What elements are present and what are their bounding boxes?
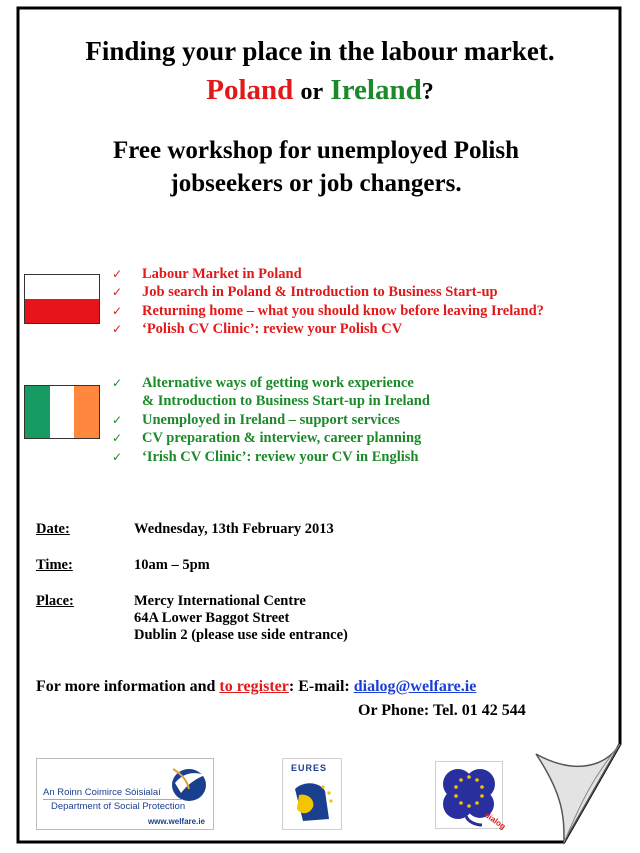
eures-label: EURES [291,763,328,773]
contact-line [36,678,476,696]
list-item: ✓ ‘Irish CV Clinic’: review your CV in English [112,448,419,465]
eures-emblem-icon [283,759,341,829]
ireland-topics-list [112,374,430,466]
date-value: Wednesday, 13th February 2013 [134,521,334,537]
place-line: 64A Lower Baggot Street [134,610,290,626]
subtitle-line2: jobseekers or job changers. [170,170,462,197]
date-label: Date: [36,521,70,537]
place-line: Dublin 2 (please use side entrance) [134,627,348,643]
headline-ireland: Ireland [330,74,422,106]
checkmark-icon: ✓ [112,267,123,281]
list-item: ✓ Labour Market in Poland [112,266,302,282]
headline-or: or [300,79,324,105]
list-item: ✓ Unemployed in Ireland – support services [112,411,400,428]
checkmark-icon: ✓ [112,285,123,300]
email-link[interactable]: dialog@welfare.ie [353,678,477,695]
ireland-flag-icon [24,385,100,439]
department-social-protection-logo [36,758,214,830]
email-label: : E-mail: [288,678,350,695]
place-row [36,593,348,643]
place-address [134,593,348,644]
poland-flag-icon [24,274,100,324]
flyer-page [16,6,624,846]
register-link[interactable]: to register [219,678,289,695]
headline-line1: Finding your place in the labour market. [85,36,555,66]
checkmark-icon: ✓ [112,303,123,318]
shamrock-stars-icon [436,762,508,832]
dialog-logo [435,761,508,832]
headline-line2 [16,74,624,107]
place-label: Place: [36,593,74,609]
checkmark-icon: ✓ [112,322,123,337]
dsp-irish-name: An Roinn Coimirce Sóisialaí [43,787,161,798]
list-item: ✓ Job search in Poland & Introduction to Business Start-up [112,284,498,301]
subtitle-line1: Free workshop for unemployed Polish [112,137,520,164]
dsp-english-name: Department of Social Protection [51,801,186,812]
phone-line: Or Phone: Tel. 01 42 544 [358,702,526,719]
headline-question-mark: ? [421,79,434,105]
list-item-continuation: & Introduction to Business Start-up in Ireland [142,393,430,410]
checkmark-icon: ✓ [112,412,123,427]
poland-topics-list [112,265,544,339]
list-item: ✓ CV preparation & interview, career planning [112,430,422,447]
time-value: 10am – 5pm [134,557,210,573]
subtitle [16,134,616,200]
dsp-url: www.welfare.ie [147,817,205,826]
place-line: Mercy International Centre [134,593,306,609]
time-row [36,557,210,574]
list-item: ✓ Returning home – what you should know before leaving Ireland? [112,302,544,319]
contact-intro: For more information and [36,678,216,695]
date-row [36,521,334,538]
time-label: Time: [36,557,73,573]
checkmark-icon: ✓ [112,376,123,390]
headline-poland: Poland [206,74,294,106]
checkmark-icon: ✓ [112,449,123,464]
list-item: ✓ Alternative ways of getting work experience [112,375,414,391]
checkmark-icon: ✓ [112,431,123,446]
list-item: ✓ ‘Polish CV Clinic’: review your Polish CV [112,321,403,338]
dialog-label: dialog [482,810,508,832]
eures-logo [282,758,342,830]
